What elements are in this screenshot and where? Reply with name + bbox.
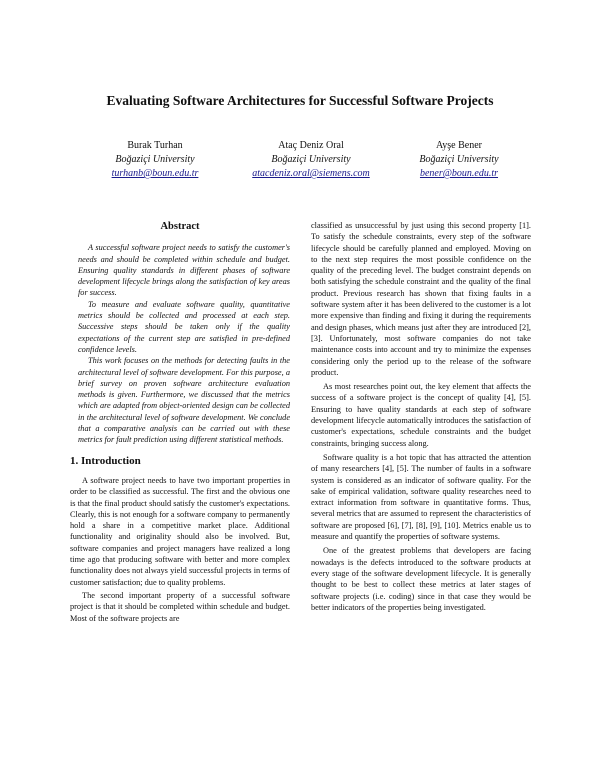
author-email-link[interactable]: atacdeniz.oral@siemens.com bbox=[252, 168, 370, 179]
section-heading-introduction: 1. Introduction bbox=[70, 454, 141, 467]
introduction-body bbox=[70, 475, 290, 624]
body-paragraph: As most researches point out, the key element that affects the success of a software project is the concept of quality [4], [5]. Ensuring to have quality standards at each step of software development lifecycle automatically introduces the satisfaction of customer's expectations, schedule constraints and the budget constraints, bringing success along. bbox=[311, 382, 531, 448]
abstract-heading: Abstract bbox=[160, 221, 200, 232]
abstract-paragraph: A successful software project needs to satisfy the customer's needs and should be completed within schedule and budget. Ensuring quality standards in different phases of software development lifecycle brings along the satisfaction of key areas for success. bbox=[78, 243, 290, 298]
body-paragraph: classified as unsuccessful by just using this second property [1]. To satisfy the schedule constraints, every step of the software lifecycle should be carefully planned and employed. Moving on to the next step requires the most possible confidence on the quality of the preceding level. The budget constraint depends on both satisfying the schedule constraint and the quality of the final product. Previous research has shown that fixing faults in a software system after it has been delivered to the customer is a lot more expensive than finding and fixing it during the requirements and design phases, which means just after they are introduced [2], [3]. Unfortunately, most software companies do not take maintenance costs into account and try to minimize the expenses considering only the period up to the release of the software product. bbox=[311, 221, 531, 377]
right-column bbox=[311, 220, 531, 616]
author-affiliation: Boğaziçi University bbox=[115, 154, 195, 165]
abstract-body bbox=[70, 242, 290, 445]
author-2 bbox=[236, 139, 386, 181]
author-name: Ayşe Bener bbox=[435, 140, 482, 151]
author-affiliation: Boğaziçi University bbox=[419, 154, 499, 165]
author-name: Ataç Deniz Oral bbox=[278, 140, 344, 151]
abstract-paragraph: To measure and evaluate software quality, quantitative metrics should be collected and processed at each step. Successive steps should be taken only if the quality expectations of the current step are satisfied in pre-defined confidence levels. bbox=[78, 299, 290, 354]
author-email-link[interactable]: turhanb@boun.edu.tr bbox=[111, 168, 199, 179]
body-paragraph: The second important property of a successful software project is that it should be completed within schedule and budget. Most of the software projects are bbox=[70, 590, 290, 623]
author-name: Burak Turhan bbox=[127, 140, 183, 151]
author-3 bbox=[384, 139, 534, 181]
author-1 bbox=[80, 139, 230, 181]
author-affiliation: Boğaziçi University bbox=[271, 154, 351, 165]
paper-title: Evaluating Software Architectures for Successful Software Projects bbox=[106, 93, 494, 108]
abstract-paragraph: This work focuses on the methods for detecting faults in the architectural level of software development. For this purpose, a brief survey on proven software architecture evaluation methods is given. Furthermore, we discussed that the metrics which are adapted from object-oriented design can be collected in the architectural level of software development. We conclude that a comparative analysis can be carried out with these metrics for fault prediction using different statistical methods. bbox=[78, 356, 290, 445]
body-paragraph: One of the greatest problems that developers are facing nowadays is the defects introduced to the software products at every stage of the software development lifecycle. It is generally thought to be best to collect these metrics at later stages of software projects (i.e. coding) since in that case they would be better indicators of the properties being investigated. bbox=[311, 546, 531, 612]
body-paragraph: A software project needs to have two important properties in order to be classified as successful. The first and the obvious one is that the final product should satisfy the customer's expectations. Clearly, this is not enough for a software company to permanently hold a share in a competitive market place. Additional functionality and originality should also be involved. But, software companies and project managers have realized a long time ago that producing software with better and more complex functionality does not always yield successful projects in terms of customer satisfaction; due to quality problems. bbox=[70, 475, 290, 587]
author-email-link[interactable]: bener@boun.edu.tr bbox=[419, 168, 499, 179]
left-column bbox=[70, 220, 290, 626]
body-paragraph: Software quality is a hot topic that has attracted the attention of many researchers [4], [5]. The number of faults in a software system is considered as an indicator of software quality. For the sake of empirical validation, software quality researches need to extract information from software in quantitative forms. Thus, several metrics that are assumed to represent the characteristics of software are proposed [6], [7], [8], [9], [10]. Metrics enable us to measure and quantify the properties of software systems. bbox=[311, 452, 531, 542]
